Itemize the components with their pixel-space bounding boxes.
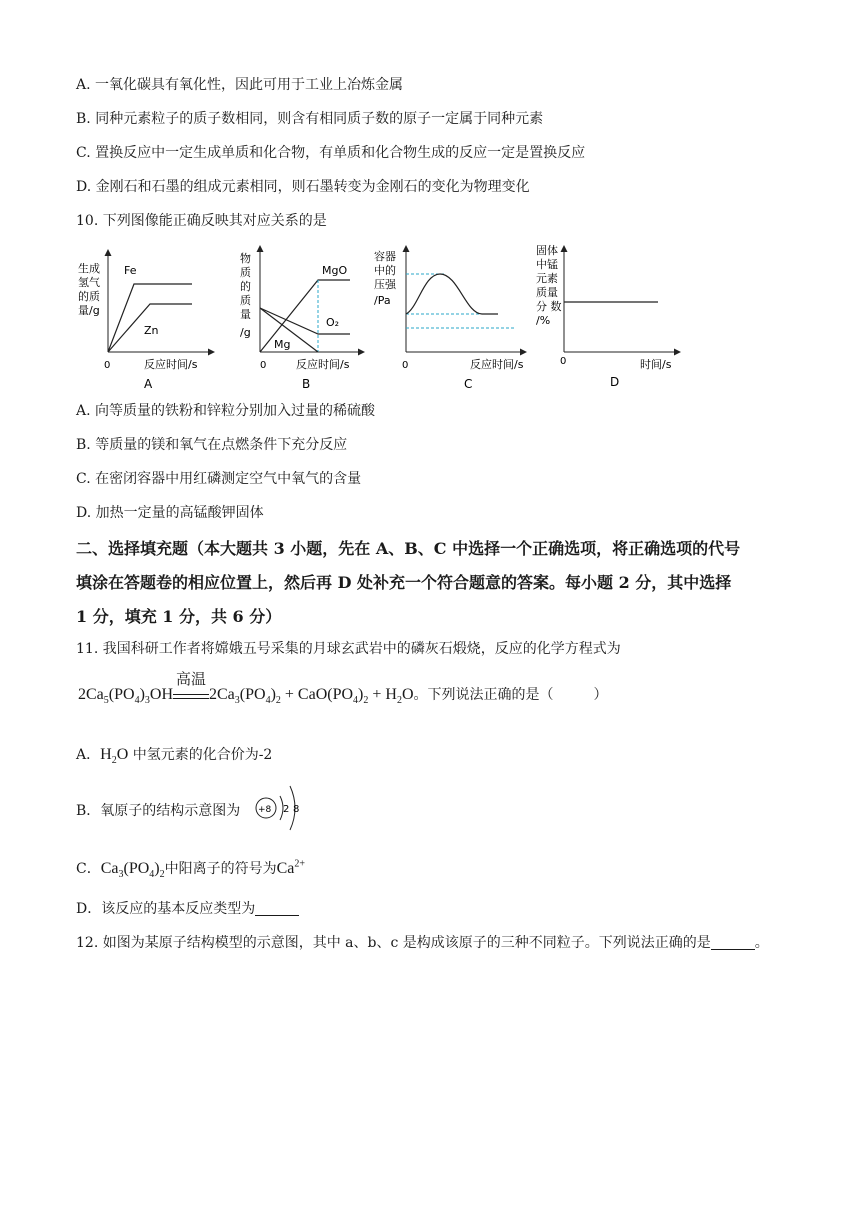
graph-a-origin: 0 — [104, 360, 111, 371]
graph-b-ylabel-2: 质 — [240, 266, 251, 279]
section2-heading-line3: 1 分，填充 1 分，共 6 分） — [76, 607, 282, 626]
graph-b-ylabel-5: 量 — [240, 308, 251, 321]
graph-b-series-mg: Mg — [274, 338, 291, 351]
graph-c-origin: 0 — [402, 360, 409, 371]
graph-d-ylabel-6: /% — [536, 314, 551, 327]
graph-a-caption: A — [144, 377, 153, 391]
graph-b-ylabel-6: /g — [240, 326, 251, 339]
q11-close-paren: ） — [593, 687, 608, 703]
graph-b-series-mgo: MgO — [322, 264, 348, 277]
graph-b — [240, 246, 364, 391]
q11-option-a: A．$H_2O$ 中氢元素的化合价为-2 — [76, 746, 273, 767]
graph-b-xlabel: 反应时间/s — [296, 358, 350, 371]
q9-option-a: A. 一氧化碳具有氧化性，因此可用于工业上冶炼金属 — [76, 77, 404, 93]
q11-answer-blank — [255, 901, 299, 916]
graph-b-ylabel-3: 的 — [240, 280, 251, 293]
q10-option-c: C. 在密闭容器中用红磷测定空气中氧气的含量 — [76, 471, 362, 487]
q11-option-c-label: C． — [76, 861, 101, 877]
q12-end: 。 — [754, 935, 769, 951]
graph-d — [536, 243, 680, 389]
q12-stem: 12. 如图为某原子结构模型的示意图，其中 a、b、c 是构成该原子的三种不同粒子。下列说法正确的是 — [76, 935, 711, 951]
q12-line — [76, 932, 769, 952]
q12-answer-blank — [711, 935, 755, 950]
graph-a-ylabel-2: 氢气 — [78, 276, 100, 289]
q10-option-b: B. 等质量的镁和氧气在点燃条件下充分反应 — [76, 437, 348, 453]
q11-option-b-text: B．氧原子的结构示意图为 — [76, 803, 241, 819]
q10-stem: 10. 下列图像能正确反映其对应关系的是 — [76, 213, 327, 229]
graph-c-ylabel-3: 压强 — [374, 278, 396, 291]
section2-heading-line1: 二、选择填充题（本大题共 3 小题，先在 A、B、C 中选择一个正确选项，将正确选项的代号 — [76, 539, 741, 558]
q9-option-d: D. 金刚石和石墨的组成元素相同，则石墨转变为金刚石的变化为物理变化 — [76, 179, 530, 195]
graph-a — [78, 250, 214, 391]
q9-option-c: C. 置换反应中一定生成单质和化合物，有单质和化合物生成的反应一定是置换反应 — [76, 145, 586, 161]
graph-c-pressure-curve — [406, 274, 498, 314]
q11-option-b — [76, 800, 240, 820]
graph-d-ylabel-1: 固体 — [536, 244, 558, 257]
graph-a-fe-line — [108, 284, 192, 352]
q10-option-a: A. 向等质量的铁粉和锌粒分别加入过量的稀硫酸 — [76, 403, 376, 419]
graph-b-series-o2: O₂ — [326, 316, 340, 329]
graph-d-ylabel-3: 元素 — [536, 272, 558, 285]
graph-a-xlabel: 反应时间/s — [144, 358, 198, 371]
graph-a-ylabel-4: 量/g — [78, 304, 100, 317]
graph-d-caption: D — [610, 375, 620, 389]
q11-equation: $2Ca_5(PO_4)_3OH$ 高温 $2Ca_3(PO_4)_2 + CaO(PO_4)_2 + H_2O$。下列说法正确的是（ ） — [78, 670, 608, 710]
graph-b-ylabel-1: 物 — [240, 252, 251, 265]
graph-c-ylabel-1: 容器 — [374, 250, 396, 263]
graph-c-caption: C — [464, 377, 473, 391]
graph-c-ylabel-4: /Pa — [374, 294, 391, 307]
graph-d-origin: 0 — [560, 356, 567, 367]
oxygen-atom-diagram — [252, 778, 308, 834]
q11-option-a-text: 中氢元素的化合价为-2 — [132, 747, 273, 763]
q10-option-d: D. 加热一定量的高锰酸钾固体 — [76, 505, 264, 521]
graph-b-caption: B — [302, 377, 311, 391]
atom-shell2-electrons: 8 — [293, 804, 300, 815]
q10-figures — [74, 240, 694, 400]
graph-b-ylabel-4: 质 — [240, 294, 251, 307]
graph-a-series-zn: Zn — [144, 324, 159, 337]
graph-d-xlabel: 时间/s — [640, 358, 672, 371]
graph-d-ylabel-4: 质量 — [536, 286, 558, 299]
reaction-condition: 高温 — [175, 672, 206, 688]
graph-c-ylabel-2: 中的 — [374, 264, 396, 277]
graph-d-ylabel-2: 中锰 — [536, 258, 558, 271]
graph-c-xlabel: 反应时间/s — [470, 358, 524, 371]
graph-d-ylabel-5: 分 数 — [536, 300, 562, 313]
q9-option-b: B. 同种元素粒子的质子数相同，则含有相同质子数的原子一定属于同种元素 — [76, 111, 544, 127]
q11-option-a-label: A． — [76, 747, 101, 763]
q11-option-c: C．$Ca_3(PO_4)_2$中阳离子的符号为$Ca^{2+}$ — [76, 858, 306, 881]
q11-stem: 11. 我国科研工作者将嫦娥五号采集的月球玄武岩中的磷灰石煅烧，反应的化学方程式为 — [76, 641, 621, 657]
q11-option-c-text: 中阳离子的符号为 — [164, 861, 277, 877]
graph-a-series-fe: Fe — [124, 264, 137, 277]
q11-question-tail: 。下列说法正确的是（ — [413, 687, 554, 703]
graph-c — [374, 246, 526, 391]
graph-a-ylabel-3: 的质 — [78, 290, 100, 303]
graph-b-origin: 0 — [260, 360, 267, 371]
atom-shell1-electrons: 2 — [283, 804, 290, 815]
q11-option-d-text: D．该反应的基本反应类型为 — [76, 901, 256, 917]
graph-a-ylabel-1: 生成 — [78, 262, 100, 275]
atom-nucleus-charge: +8 — [258, 805, 272, 815]
q11-option-d — [76, 898, 299, 918]
section2-heading-line2: 填涂在答题卷的相应位置上，然后再 D 处补充一个符合题意的答案。每小题 2 分，其中选择 — [76, 573, 732, 592]
